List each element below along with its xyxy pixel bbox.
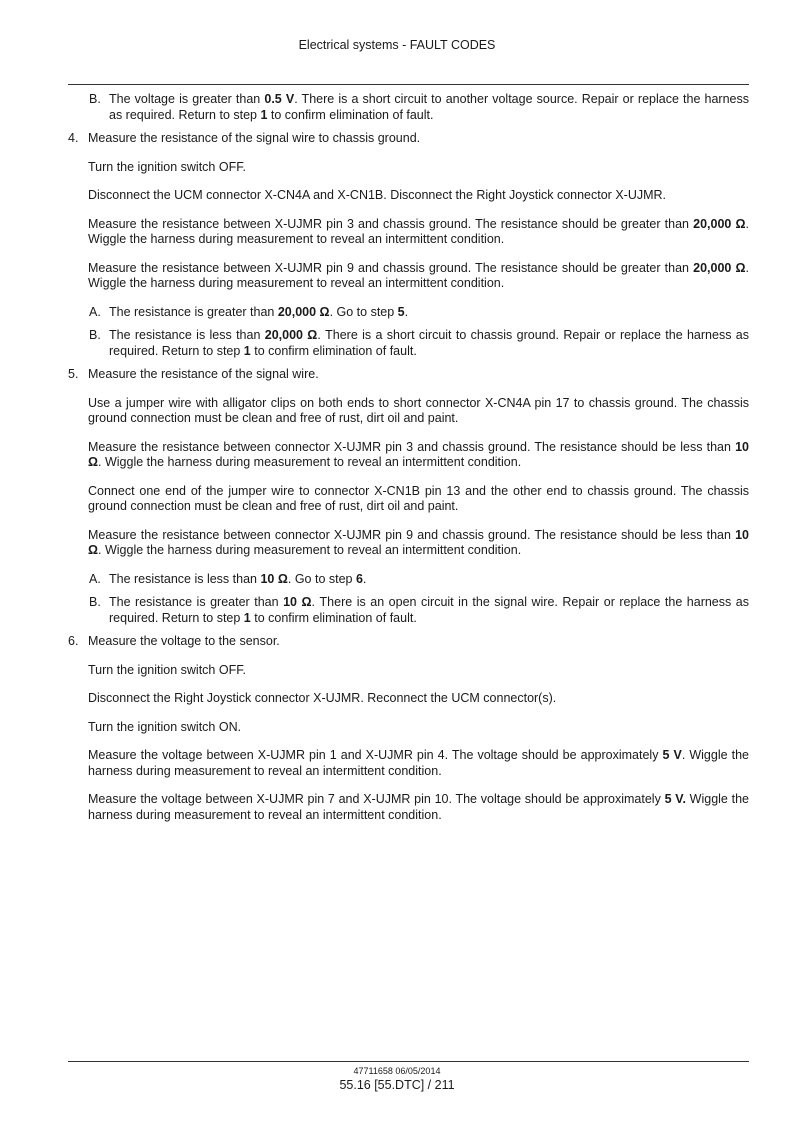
text: The resistance is less than [109, 571, 261, 586]
step-number: 5. [68, 367, 79, 381]
paragraph [68, 528, 749, 559]
step-number: 4. [68, 131, 79, 145]
text: Wiggle the harness during measurement to reveal an intermittent condition. [88, 792, 750, 822]
text: . Go to step [329, 304, 398, 319]
sub-item-b [68, 595, 749, 626]
paragraph [68, 440, 749, 471]
page-header-title: Electrical systems - FAULT CODES [298, 38, 496, 52]
paragraph [68, 748, 749, 779]
paragraph: Turn the ignition switch ON. [88, 719, 242, 734]
text: Measure the voltage between X-UJMR pin 7 and X-UJMR pin 10. The voltage should be approximately [88, 792, 665, 806]
bold-value: 5 V. [664, 792, 686, 806]
text: . Go to step [287, 571, 356, 586]
text: . Wiggle the harness during measurement to reveal an intermittent condition. [88, 748, 749, 778]
bold-value: 20,000 Ω [264, 328, 318, 342]
sub-item-a [68, 305, 749, 321]
bold-value: 1 [243, 343, 251, 358]
step-4 [68, 131, 749, 147]
text: Measure the resistance between X-UJMR pin 9 and chassis ground. The resistance should be greater than [88, 260, 694, 275]
text: Measure the resistance between X-UJMR pin 3 and chassis ground. The resistance should be greater than [88, 216, 694, 231]
paragraph [68, 217, 749, 248]
document-body [68, 92, 749, 836]
sub-item-label: B. [89, 328, 101, 342]
sub-item-label: B. [89, 92, 101, 106]
step-text: Measure the resistance of the signal wire to chassis ground. [88, 131, 421, 145]
bold-value: 1 [243, 610, 251, 625]
footer-divider [68, 1061, 749, 1062]
text: The resistance is greater than [109, 595, 284, 609]
paragraph: Turn the ignition switch OFF. [88, 159, 246, 174]
document-code: 47711658 06/05/2014 [353, 1066, 441, 1076]
bold-value: 10 Ω [260, 571, 288, 586]
text: . [362, 571, 367, 586]
text: Measure the voltage between X-UJMR pin 1 and X-UJMR pin 4. The voltage should be approximately [88, 748, 663, 762]
sub-item-a [68, 572, 749, 588]
paragraph: Use a jumper wire with alligator clips on both ends to short connector X-CN4A pin 17 to chassis ground. The chassis ground connection must be clean and free of rust, dirt oil and paint. [88, 395, 749, 425]
sub-item-label: B. [89, 595, 101, 609]
text: . [404, 304, 409, 319]
sub-item-label: A. [89, 304, 101, 319]
text: . Wiggle the harness during measurement to reveal an intermittent condition. [88, 216, 749, 246]
text: . There is an open circuit in the signal wire. Repair or replace the harness as required. Return to step [109, 595, 749, 625]
text: . There is a short circuit to another voltage source. Repair or replace the harness as required. Return to step [109, 92, 749, 122]
paragraph: Disconnect the Right Joystick connector X-UJMR. Reconnect the UCM connector(s). [88, 691, 557, 705]
text: The resistance is less than [109, 328, 265, 342]
sub-item-b [68, 92, 749, 123]
text: . Wiggle the harness during measurement to reveal an intermittent condition. [98, 455, 522, 469]
bold-value: 10 Ω [88, 527, 749, 557]
bold-value: 6 [355, 571, 363, 586]
bold-value: 5 [397, 304, 405, 319]
paragraph [68, 792, 749, 823]
sub-item-label: A. [89, 571, 101, 586]
paragraph: Connect one end of the jumper wire to connector X-CN1B pin 13 and the other end to chassis ground. The chassis ground connection must be clean and free of rust, dirt oil and paint. [88, 483, 749, 513]
bold-value: 20,000 Ω [693, 216, 746, 231]
text: The voltage is greater than [109, 92, 265, 106]
bold-value: 1 [260, 107, 268, 122]
step-number: 6. [68, 634, 79, 648]
bold-value: 0.5 V [264, 92, 295, 106]
page-number: 55.16 [55.DTC] / 211 [339, 1078, 455, 1092]
bold-value: 10 Ω [283, 595, 312, 609]
sub-item-b [68, 328, 749, 359]
text: . There is a short circuit to chassis ground. Repair or replace the harness as required. Return to step [109, 328, 749, 358]
paragraph: Disconnect the UCM connector X-CN4A and X-CN1B. Disconnect the Right Joystick connector X-UJMR. [88, 188, 667, 202]
paragraph [68, 261, 749, 292]
paragraph: Turn the ignition switch OFF. [88, 662, 246, 677]
text: . Wiggle the harness during measurement to reveal an intermittent condition. [88, 260, 749, 290]
bold-value: 20,000 Ω [277, 304, 330, 319]
bold-value: 5 V [662, 748, 682, 762]
step-text: Measure the voltage to the sensor. [88, 634, 280, 648]
text: to confirm elimination of fault. [267, 107, 434, 122]
text: Measure the resistance between connector X-UJMR pin 9 and chassis ground. The resistance should be less than [88, 527, 736, 542]
text: . Wiggle the harness during measurement to reveal an intermittent condition. [98, 543, 522, 557]
step-5 [68, 367, 749, 383]
text: to confirm elimination of fault. [250, 343, 417, 358]
text: to confirm elimination of fault. [250, 610, 417, 625]
text: Measure the resistance between connector X-UJMR pin 3 and chassis ground. The resistance should be less than [88, 439, 736, 454]
bold-value: 20,000 Ω [693, 260, 746, 275]
header-divider [68, 84, 749, 85]
bold-value: 10 Ω [88, 439, 749, 469]
step-6 [68, 634, 749, 650]
text: The resistance is greater than [109, 304, 278, 319]
step-text: Measure the resistance of the signal wire. [88, 367, 319, 381]
